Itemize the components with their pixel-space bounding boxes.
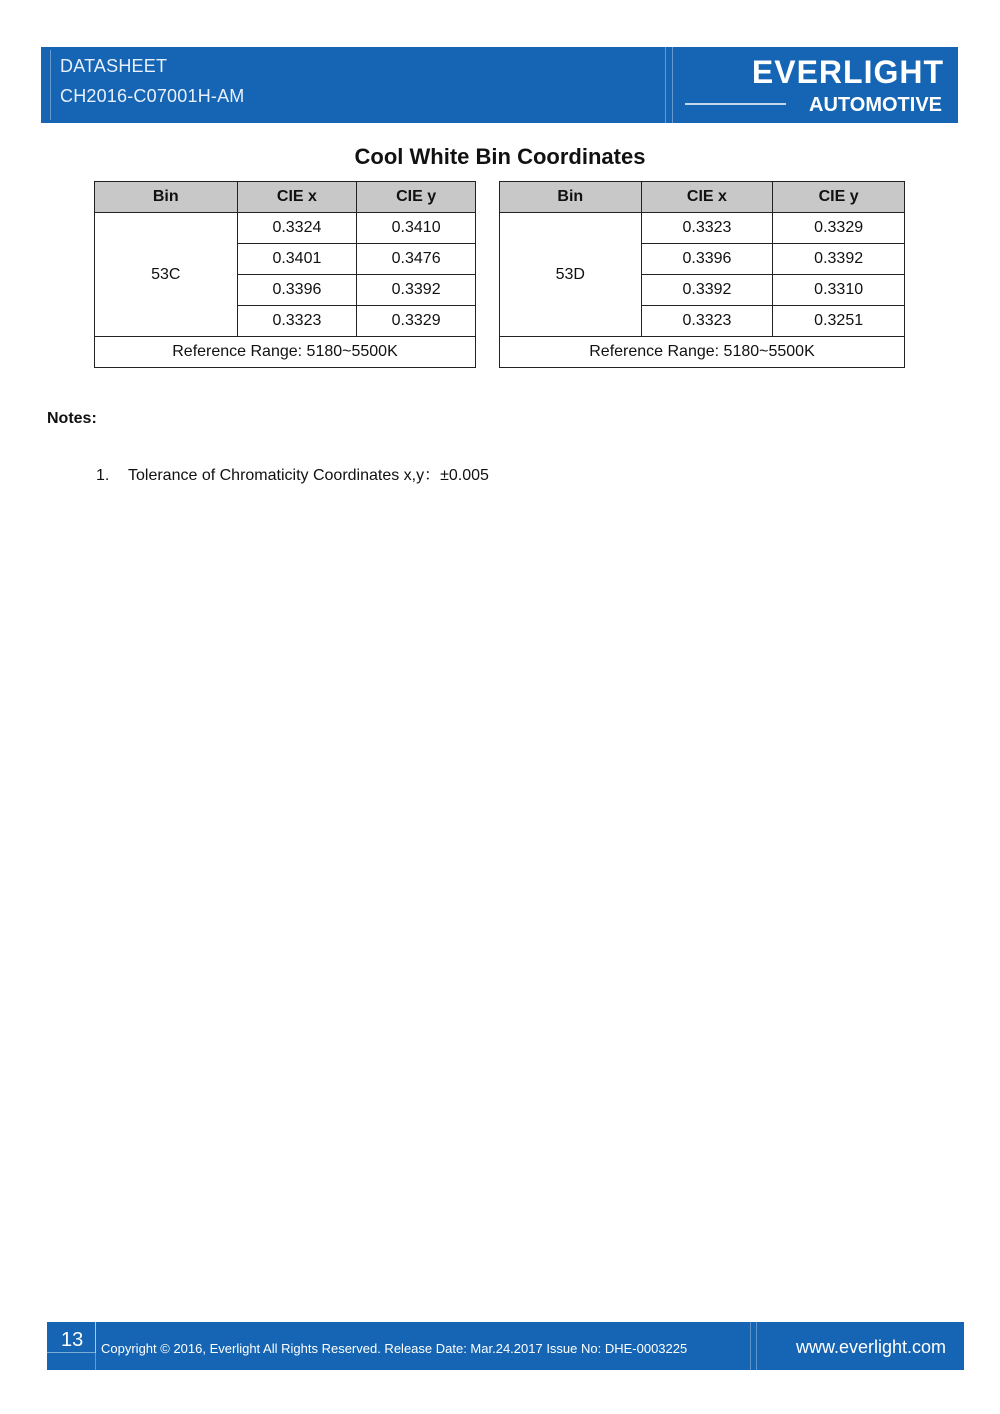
page-number: 13 (61, 1329, 84, 1351)
cie-x-cell: 0.3323 (641, 213, 773, 244)
part-number: CH2016-C07001H-AM (60, 86, 245, 106)
cie-y-cell: 0.3329 (773, 213, 905, 244)
cie-y-cell: 0.3392 (773, 244, 905, 275)
cie-x-cell: 0.3323 (641, 306, 773, 337)
bin-table-53c (94, 181, 476, 368)
logo-brand: EVERLIGHT (751, 54, 944, 90)
reference-row (95, 337, 476, 368)
note-item (96, 462, 489, 485)
header-cie-x: CIE x (641, 182, 773, 213)
note-number: 1. (96, 467, 110, 484)
table-row (500, 213, 905, 244)
header-cie-y: CIE y (773, 182, 905, 213)
cie-y-cell: 0.3392 (357, 275, 476, 306)
cie-x-cell: 0.3324 (237, 213, 357, 244)
doc-type: DATASHEET (60, 56, 168, 76)
bin-cell: 53D (500, 213, 642, 337)
header-bin: Bin (500, 182, 642, 213)
header-cie-y: CIE y (357, 182, 476, 213)
header-band (41, 47, 958, 123)
page-title: Cool White Bin Coordinates (354, 144, 646, 169)
reference-range: Reference Range: 5180~5500K (95, 337, 476, 368)
cie-y-cell: 0.3251 (773, 306, 905, 337)
footer-divider (95, 1322, 96, 1370)
cie-y-cell: 0.3410 (357, 213, 476, 244)
copyright-text: Copyright © 2016, Everlight All Rights Reserved. Release Date: Mar.24.2017 Issue No: DHE-0003225 (101, 1341, 688, 1356)
bin-table-53d (499, 181, 905, 368)
header-divider (50, 50, 51, 120)
logo-sub: AUTOMOTIVE (809, 94, 942, 116)
cie-x-cell: 0.3401 (237, 244, 357, 275)
footer-separator (750, 1322, 757, 1370)
header-separator (665, 47, 673, 123)
cie-y-cell: 0.3329 (357, 306, 476, 337)
cie-x-cell: 0.3396 (641, 244, 773, 275)
table-header-row (95, 182, 476, 213)
everlight-logo (681, 53, 951, 117)
cie-y-cell: 0.3310 (773, 275, 905, 306)
table-header-row (500, 182, 905, 213)
cie-x-cell: 0.3392 (641, 275, 773, 306)
cie-y-cell: 0.3476 (357, 244, 476, 275)
footer-band (47, 1322, 964, 1370)
cie-x-cell: 0.3323 (237, 306, 357, 337)
bin-cell: 53C (95, 213, 238, 337)
note-text: Tolerance of Chromaticity Coordinates x,y：±0.005 (128, 467, 489, 484)
table-row (95, 213, 476, 244)
header-cie-x: CIE x (237, 182, 357, 213)
reference-row (500, 337, 905, 368)
cie-x-cell: 0.3396 (237, 275, 357, 306)
website-link[interactable]: www.everlight.com (795, 1337, 946, 1357)
notes-heading: Notes: (47, 410, 97, 427)
header-bin: Bin (95, 182, 238, 213)
reference-range: Reference Range: 5180~5500K (500, 337, 905, 368)
